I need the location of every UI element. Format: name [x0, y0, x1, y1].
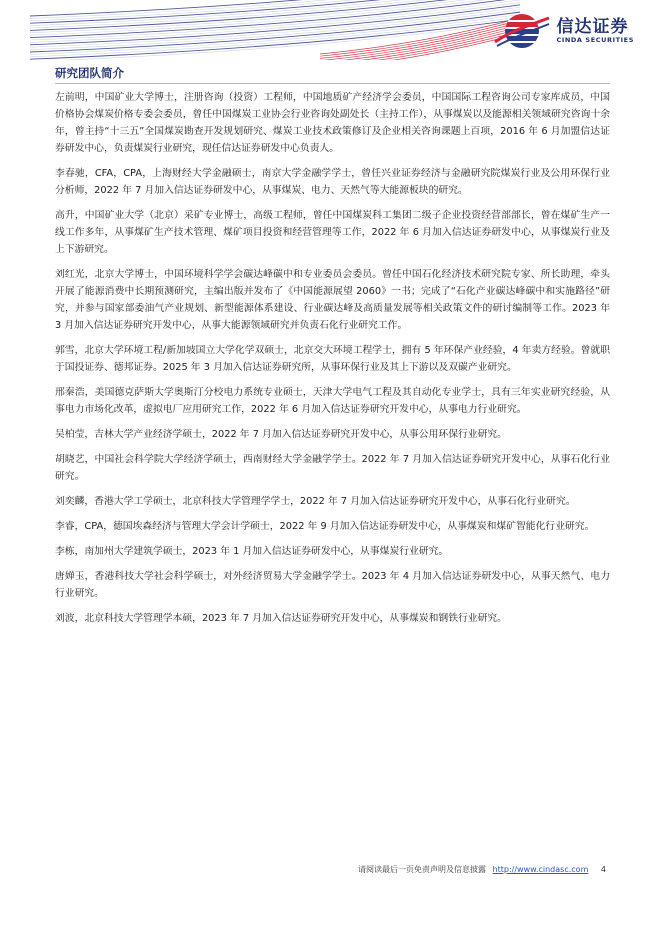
member-bio: 邢秦浩，美国德克萨斯大学奥斯汀分校电力系统专业硕士，天津大学电气工程及其自动化专业学士，具有三年实业研究经验，从事电力市场化改革，虚拟电厂应用研究工作，2022 年 6 月加入信达证券研究开发中心，从事电力行业研究。	[55, 387, 610, 415]
page-footer	[0, 864, 606, 875]
member-bio: 李栋，南加州大学建筑学硕士，2023 年 1 月加入信达证券研发中心，从事煤炭行业研究。	[55, 546, 449, 557]
globe-logo-icon	[493, 12, 551, 50]
member-bio: 李春驰，CFA，CPA，上海财经大学金融硕士，南京大学金融学学士，曾任兴业证券经济与金融研究院煤炭行业及公用环保行业分析师，2022 年 7 月加入信达证券研发中心，从事煤炭、电力、天然气等大能源板块的研究。	[55, 168, 610, 196]
brand-name-cn: 信达证券	[556, 16, 629, 37]
brand-wordmark	[557, 18, 635, 45]
brand-logo	[493, 12, 635, 50]
member-bio: 吴柏莹，吉林大学产业经济学硕士，2022 年 7 月加入信达证券研究开发中心，从事公用环保行业研究。	[55, 429, 507, 440]
page-number: 4	[600, 865, 606, 874]
title-divider	[55, 83, 610, 84]
header-stripe	[30, 0, 520, 21]
brand-name-en: CINDA SECURITIES	[556, 35, 634, 44]
footer-disclaimer: 请阅读最后一页免责声明及信息披露	[358, 865, 486, 874]
footer-website-link[interactable]: http://www.cindasc.com	[492, 865, 589, 874]
member-bio: 刘奕麟，香港大学工学硕士，北京科技大学管理学学士，2022 年 7 月加入信达证券研究开发中心，从事石化行业研究。	[55, 496, 576, 507]
member-bio: 刘波，北京科技大学管理学本硕，2023 年 7 月加入信达证券研究开发中心，从事煤炭和钢铁行业研究。	[55, 613, 507, 624]
member-bio: 唐婵玉，香港科技大学社会科学硕士，对外经济贸易大学金融学学士。2023 年 4 月加入信达证券研发中心，从事天然气、电力行业研究。	[55, 571, 610, 599]
member-bio: 李睿，CPA，德国埃森经济与管理大学会计学硕士，2022 年 9 月加入信达证券研发中心，从事煤炭和煤矿智能化行业研究。	[55, 521, 595, 532]
member-bio: 左前明，中国矿业大学博士，注册咨询（投资）工程师，中国地质矿产经济学会委员，中国国际工程咨询公司专家库成员，中国价格协会煤炭价格专委会委员，曾任中国煤炭工业协会行业咨询处副处长（主持工作），从事煤炭以及能源相关领域研究咨询十余年，曾主持“十三五”全国煤炭勘查开发规划研究、煤炭工业技术政策修订及企业相关咨询课题上百项，2016 年 6 月加盟信达证券研发中心，负责煤炭行业研究，现任信达证券研发中心负责人。	[55, 92, 610, 154]
member-bio: 郭雪，北京大学环境工程/新加坡国立大学化学双硕士，北京交大环境工程学士，拥有 5 年环保产业经验，4 年卖方经验。曾就职于国投证券、德邦证券。2025 年 3 月加入信达证券研究所，从事环保行业及其上下游以及双碳产业研究。	[55, 345, 610, 373]
member-bio: 刘红光，北京大学博士，中国环境科学学会碳达峰碳中和专业委员会委员。曾任中国石化经济技术研究院专家、所长助理，牵头开展了能源消费中长期预测研究，主编出版并发布了《中国能源展望 2060》一书；完成了“石化产业碳达峰碳中和实施路径”研究，并参与国家部委油气产业规划、新型能源体系建设、行业碳达峰及高质量发展等相关政策文件的研讨编制等工作。2023 年 3 月加入信达证券研究开发中心，从事大能源领域研究并负责石化行业研究工作。	[55, 269, 610, 331]
team-member-list	[55, 89, 610, 635]
member-bio: 胡晓艺，中国社会科学院大学经济学硕士，西南财经大学金融学学士。2022 年 7 月加入信达证券研究开发中心，从事石化行业研究。	[55, 454, 610, 482]
member-bio: 高升，中国矿业大学（北京）采矿专业博士，高级工程师，曾任中国煤炭科工集团二级子企业投资经营部部长，曾在煤矿生产一线工作多年，从事煤矿生产技术管理、煤矿项目投资和经营管理等工作，2022 年 6 月加入信达证券研发中心，从事煤炭行业及上下游研究。	[55, 210, 610, 255]
section-title: 研究团队简介	[55, 66, 124, 80]
